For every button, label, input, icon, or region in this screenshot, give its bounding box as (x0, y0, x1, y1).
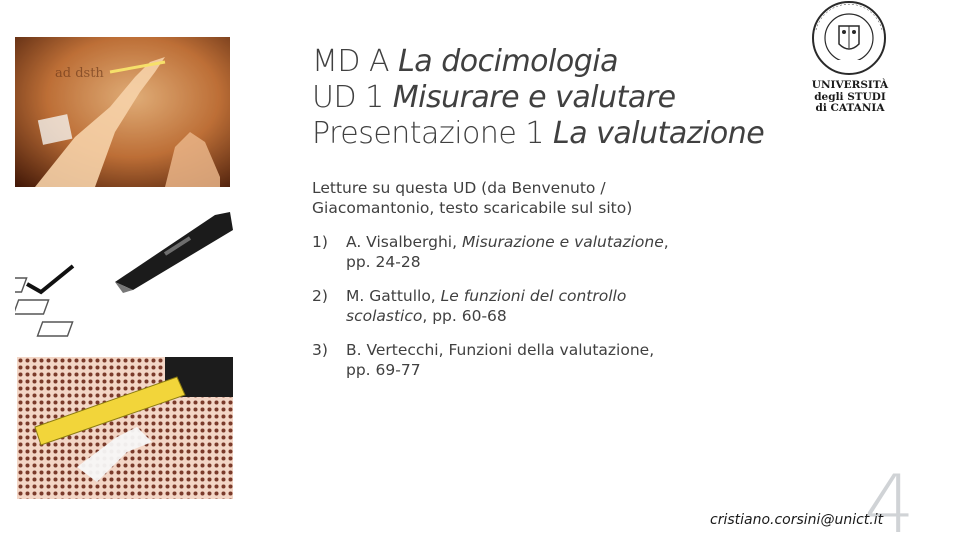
title-line-3: Presentazione 1 La valutazione (312, 116, 765, 151)
university-name: UNIVERSITÀ degli STUDI di CATANIA (811, 79, 889, 114)
checklist-pen-image (15, 200, 233, 350)
author-email[interactable]: cristiano.corsini@unict.it (710, 512, 884, 528)
svg-text:ad dsth: ad dsth (55, 66, 104, 81)
readings-intro: Letture su questa UD (da Benvenuto / Giacomantonio, testo scaricabile sul sito) (312, 179, 633, 217)
classroom-photo (15, 37, 230, 187)
slide-number: 4 (864, 458, 915, 551)
title-line-1: MD A La docimologia (312, 44, 618, 79)
tape-measure-image (17, 357, 233, 499)
title-line-2: UD 1 Misurare e valutare (312, 80, 676, 115)
